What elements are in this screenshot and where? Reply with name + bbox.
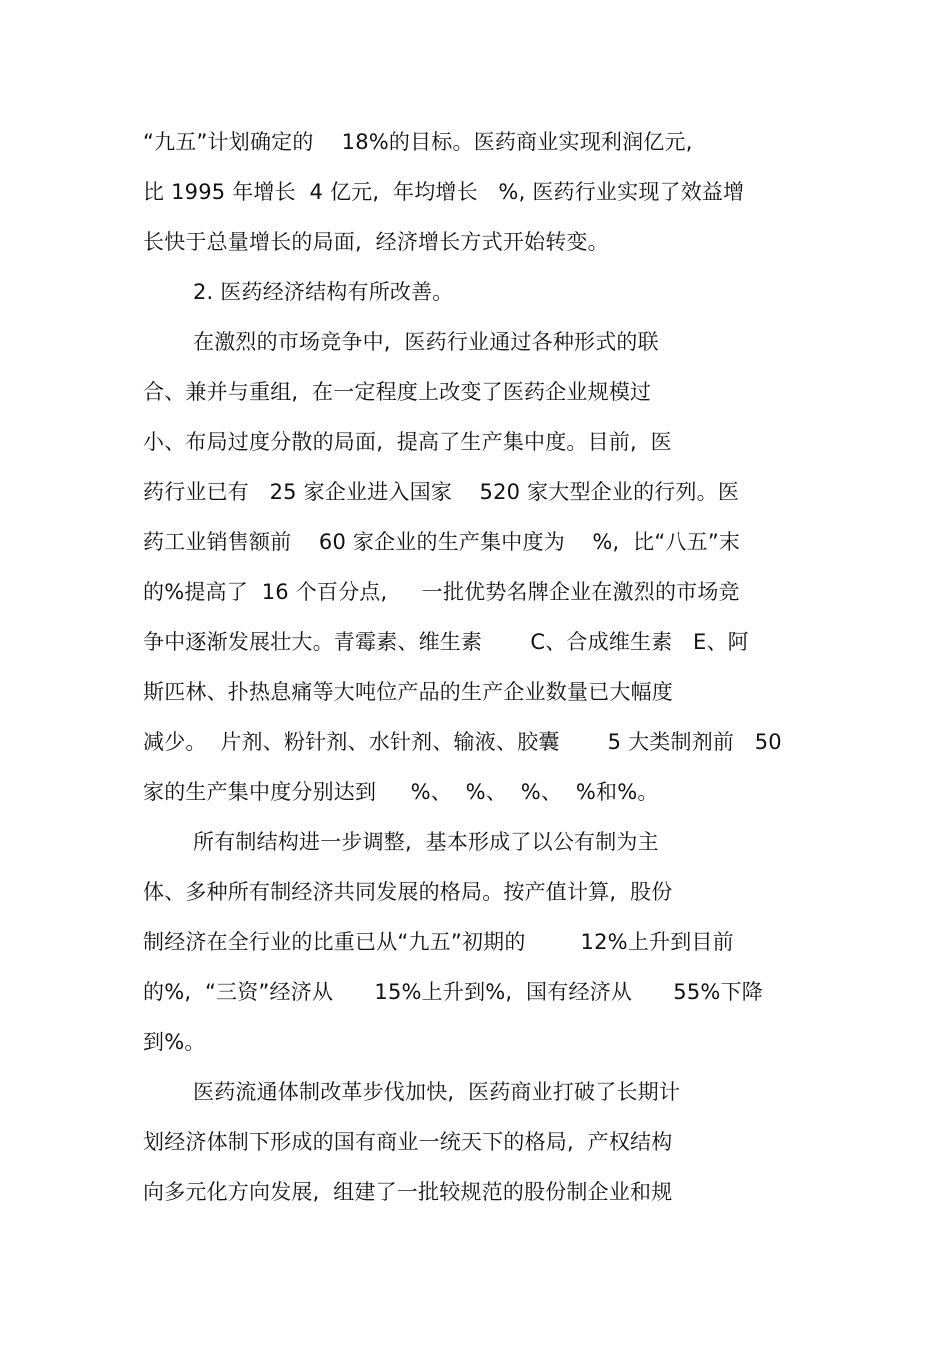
paragraph-start-line: 所有制结构进一步调整, 基本形成了以公有制为主	[193, 830, 659, 854]
text-line: 制经济在全行业的比重已从“九五”初期的 12%上升到目前	[143, 930, 734, 954]
text-line: 的%, “三资”经济从 15%上升到%, 国有经济从 55%下降	[143, 980, 763, 1004]
section-heading: 2. 医药经济结构有所改善。	[193, 280, 454, 304]
text-line: 比 1995 年增长 4 亿元, 年均增长 %, 医药行业实现了效益增	[143, 180, 745, 204]
text-line: 合、兼并与重组, 在一定程度上改变了医药企业规模过	[143, 380, 652, 404]
text-line: 斯匹林、扑热息痛等大吨位产品的生产企业数量已大幅度	[143, 680, 673, 704]
text-line: 药行业已有 25 家企业进入国家 520 家大型企业的行列。医	[143, 480, 740, 504]
text-line: 长快于总量增长的局面, 经济增长方式开始转变。	[143, 230, 609, 254]
text-line: 向多元化方向发展, 组建了一批较规范的股份制企业和规	[143, 1180, 673, 1204]
text-line: 到%。	[143, 1030, 206, 1054]
paragraph-start-line: 医药流通体制改革步伐加快, 医药商业打破了长期计	[193, 1080, 681, 1104]
text-line: 家的生产集中度分别达到 %、 %、 %、 %和%。	[143, 780, 659, 804]
text-line: 减少。 片剂、粉针剂、水针剂、输液、胶囊 5 大类制剂前 50	[143, 730, 782, 754]
text-line: 体、多种所有制经济共同发展的格局。按产值计算, 股份	[143, 880, 673, 904]
text-line: 小、布局过度分散的局面, 提高了生产集中度。目前, 医	[143, 430, 672, 454]
text-line: “九五”计划确定的 18%的目标。医药商业实现利润亿元,	[143, 130, 693, 154]
text-line: 的%提高了 16 个百分点, 一批优势名牌企业在激烈的市场竞	[143, 580, 740, 604]
text-line: 药工业销售额前 60 家企业的生产集中度为 %, 比“八五”末	[143, 530, 741, 554]
paragraph-start-line: 在激烈的市场竞争中, 医药行业通过各种形式的联	[193, 330, 659, 354]
text-line: 划经济体制下形成的国有商业一统天下的格局, 产权结构	[143, 1130, 673, 1154]
text-line: 争中逐渐发展壮大。青霉素、维生素 C、合成维生素 E、阿	[143, 630, 749, 654]
